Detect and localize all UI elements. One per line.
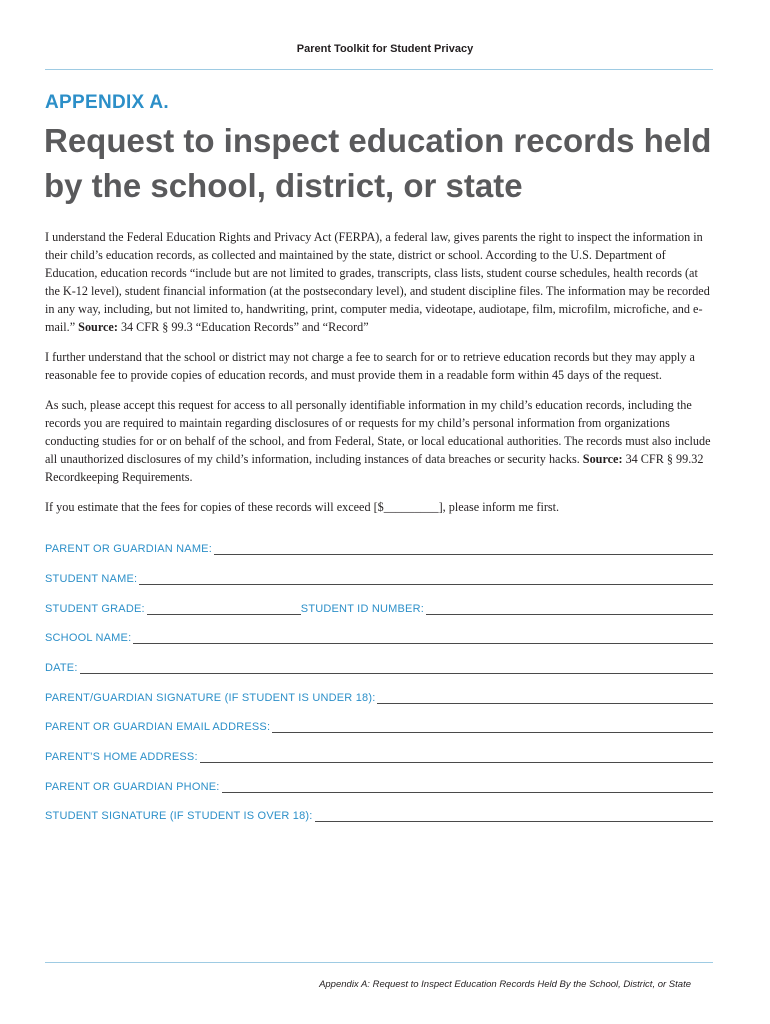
ferpa-paragraph	[45, 228, 715, 336]
student-signature-input[interactable]	[315, 810, 713, 822]
student-id-label: STUDENT ID NUMBER:	[300, 603, 424, 615]
parent-phone-input[interactable]	[222, 781, 713, 793]
header-divider	[45, 69, 713, 70]
source-citation: 34 CFR § 99.3 “Education Records” and “Record”	[120, 320, 369, 334]
fee-text: I further understand that the school or district may not charge a fee to search for or to retrieve education records but they may apply a reasonable fee to provide copies of education records, and must provide them in a readable form within 45 days of the request.	[45, 350, 695, 382]
student-id-input[interactable]	[426, 603, 713, 615]
parent-name-input[interactable]	[214, 543, 713, 555]
parent-signature-label: PARENT/GUARDIAN SIGNATURE (IF STUDENT IS UNDER 18):	[45, 692, 376, 704]
source-label: Source:	[582, 452, 623, 466]
student-signature-field	[45, 806, 713, 822]
parent-email-input[interactable]	[272, 721, 713, 733]
student-grade-id-field	[45, 599, 713, 615]
date-label: DATE:	[45, 662, 78, 674]
request-text: As such, please accept this request for access to all personally identifiable information in my child’s education records, including the records you are required to maintain regarding disclosures of or requests for my child’s personal information from organizations conducting studies for or on behalf of the school, and from Federal, State, or local educational authorities. The records must also include all unauthorized disclosures of my child’s information, including instances of data breaches or security hacks.	[45, 398, 711, 466]
request-paragraph	[45, 396, 715, 486]
student-name-label: STUDENT NAME:	[45, 573, 138, 585]
student-name-field	[45, 569, 713, 585]
fee-estimate-paragraph	[45, 498, 715, 516]
page-footer-title: Appendix A: Request to Inspect Education Records Held By the School, District, or State	[319, 979, 691, 990]
ferpa-text: I understand the Federal Education Rights and Privacy Act (FERPA), a federal law, gives parents the right to inspect the information in their child’s education records, as collected and maintained by the state, district or school. According to the U.S. Department of Education, education records “include but are not limited to grades, transcripts, class lists, student course schedules, health records (at the K-12 level), student financial information (at the postsecondary level), and student discipline files. The information may be recorded in any way, including, but not limited to, handwriting, print, computer media, videotape, audiotape, film, microfilm, microfiche, and e-mail.”	[45, 230, 710, 334]
parent-name-label: PARENT OR GUARDIAN NAME:	[45, 543, 212, 555]
page-header-title: Parent Toolkit for Student Privacy	[296, 43, 474, 55]
fee-paragraph	[45, 348, 715, 384]
home-address-input[interactable]	[200, 751, 713, 763]
student-grade-input[interactable]	[147, 603, 301, 615]
parent-phone-label: PARENT OR GUARDIAN PHONE:	[45, 781, 220, 793]
date-input[interactable]	[80, 662, 713, 674]
source-citation: 34 CFR § 99.32 Recordkeeping Requirements.	[45, 452, 704, 484]
home-address-field	[45, 747, 713, 763]
school-name-label: SCHOOL NAME:	[45, 632, 132, 644]
date-field	[45, 658, 713, 674]
appendix-label: APPENDIX A.	[45, 92, 170, 113]
parent-email-field	[45, 717, 713, 733]
parent-signature-field	[45, 688, 713, 704]
school-name-field	[45, 628, 713, 644]
school-name-input[interactable]	[133, 632, 713, 644]
home-address-label: PARENT’S HOME ADDRESS:	[45, 751, 198, 763]
parent-email-label: PARENT OR GUARDIAN EMAIL ADDRESS:	[45, 721, 271, 733]
parent-signature-input[interactable]	[377, 692, 713, 704]
page-title: Request to inspect education records held by the school, district, or state	[44, 122, 712, 204]
student-name-input[interactable]	[139, 573, 713, 585]
fee-estimate-text: If you estimate that the fees for copies of these records will exceed [$_________], please inform me first.	[45, 500, 560, 514]
source-label: Source:	[78, 320, 118, 334]
student-signature-label: STUDENT SIGNATURE (IF STUDENT IS OVER 18):	[45, 810, 313, 822]
student-grade-label: STUDENT GRADE:	[45, 603, 145, 615]
parent-name-field	[45, 539, 713, 555]
footer-divider	[45, 962, 713, 963]
parent-phone-field	[45, 777, 713, 793]
